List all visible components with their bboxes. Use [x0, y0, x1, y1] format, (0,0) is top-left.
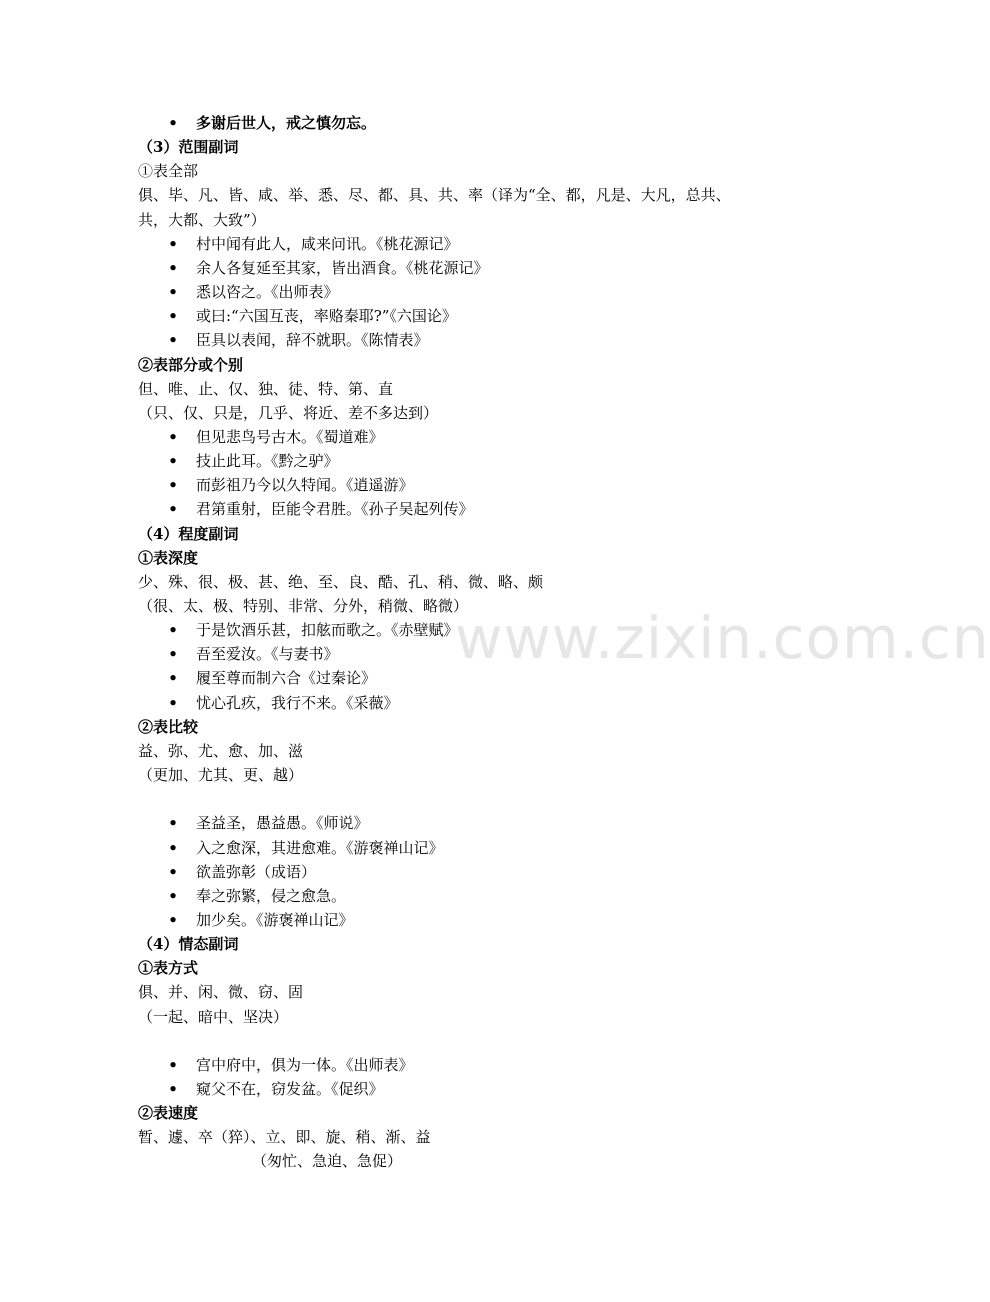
bullet-text: 多谢后世人，戒之慎勿忘。	[196, 114, 377, 132]
bullet-icon: •	[168, 283, 178, 301]
section-heading: ②表比较	[138, 718, 199, 736]
bullet-icon: •	[168, 428, 178, 446]
text-line: 俱、并、闲、微、窃、固	[138, 983, 304, 1001]
bullet-icon: •	[168, 669, 178, 687]
text-line: 暂、遽、卒（猝）、立、即、旋、稍、渐、益	[138, 1128, 431, 1146]
bullet-text: 余人各复延至其家，皆出酒食。《桃花源记》	[196, 259, 489, 277]
bullet-icon: •	[168, 331, 178, 349]
bullet-icon: •	[168, 887, 178, 905]
bullet-text: 忧心孔疚，我行不来。《采薇》	[196, 694, 399, 712]
bullet-icon: •	[168, 694, 178, 712]
bullet-text: 履至尊而制六合《过秦论》	[196, 669, 377, 687]
section-heading: ①表深度	[138, 549, 199, 567]
section-heading: ②表部分或个别	[138, 356, 244, 374]
text-line: （更加、尤其、更、越）	[138, 766, 304, 784]
bullet-text: 奉之弥繁，侵之愈急。	[196, 887, 347, 905]
bullet-icon: •	[168, 863, 178, 881]
bullet-icon: •	[168, 307, 178, 325]
text-line: ①表全部	[138, 162, 199, 180]
section-heading: （3）范围副词	[138, 138, 239, 156]
text-line: 俱、毕、凡、皆、咸、举、悉、尽、都、具、共、率（译为“全、都，凡是、大凡，总共、	[138, 186, 731, 204]
section-heading: （4）情态副词	[138, 935, 239, 953]
bullet-icon: •	[168, 452, 178, 470]
bullet-text: 臣具以表闻，辞不就职。《陈情表》	[196, 331, 429, 349]
text-line: （只、仅、只是，几乎、将近、差不多达到）	[138, 404, 439, 422]
bullet-icon: •	[168, 114, 178, 132]
section-heading: （4）程度副词	[138, 525, 239, 543]
bullet-text: 君第重射，臣能令君胜。《孙子吴起列传》	[196, 500, 474, 518]
text-line: 共，大都、大致”）	[138, 211, 266, 229]
bullet-text: 技止此耳。《黔之驴》	[196, 452, 339, 470]
bullet-text: 吾至爱汝。《与妻书》	[196, 645, 339, 663]
bullet-text: 悉以咨之。《出师表》	[196, 283, 339, 301]
bullet-text: 于是饮酒乐甚，扣舷而歌之。《赤壁赋》	[196, 621, 459, 639]
text-line: （一起、暗中、坚决）	[138, 1008, 289, 1026]
bullet-icon: •	[168, 839, 178, 857]
bullet-text: 窥父不在，窃发盆。《促织》	[196, 1080, 384, 1098]
text-line: 但、唯、止、仅、独、徒、特、第、直	[138, 380, 394, 398]
bullet-icon: •	[168, 259, 178, 277]
bullet-text: 入之愈深，其进愈难。《游褒禅山记》	[196, 839, 444, 857]
bullet-icon: •	[168, 814, 178, 832]
text-line: 益、弥、尤、愈、加、滋	[138, 742, 304, 760]
bullet-text: 宫中府中，俱为一体。《出师表》	[196, 1056, 414, 1074]
section-heading: ①表方式	[138, 959, 199, 977]
bullet-text: 加少矣。《游褒禅山记》	[196, 911, 354, 929]
bullet-text: 欲盖弥彰（成语）	[196, 863, 317, 881]
bullet-text: 而彭祖乃今以久特闻。《逍遥游》	[196, 476, 414, 494]
bullet-text: 圣益圣，愚益愚。《师说》	[196, 814, 369, 832]
bullet-icon: •	[168, 645, 178, 663]
bullet-icon: •	[168, 1056, 178, 1074]
bullet-text: 但见悲鸟号古木。《蜀道难》	[196, 428, 384, 446]
watermark: www.zixin.com.cn	[455, 604, 990, 672]
bullet-icon: •	[168, 476, 178, 494]
bullet-text: 或曰:“六国互丧，率赂秦耶?”《六国论》	[196, 307, 457, 325]
bullet-text: 村中闻有此人，咸来问讯。《桃花源记》	[196, 235, 459, 253]
bullet-icon: •	[168, 500, 178, 518]
text-line: 少、殊、很、极、甚、绝、至、良、酷、孔、稍、微、略、颇	[138, 573, 544, 591]
text-line: （很、太、极、特别、非常、分外，稍微、略微）	[138, 597, 469, 615]
section-heading: ②表速度	[138, 1104, 199, 1122]
bullet-icon: •	[168, 911, 178, 929]
bullet-icon: •	[168, 235, 178, 253]
text-line: （匆忙、急迫、急促）	[252, 1152, 403, 1170]
bullet-icon: •	[168, 1080, 178, 1098]
bullet-icon: •	[168, 621, 178, 639]
